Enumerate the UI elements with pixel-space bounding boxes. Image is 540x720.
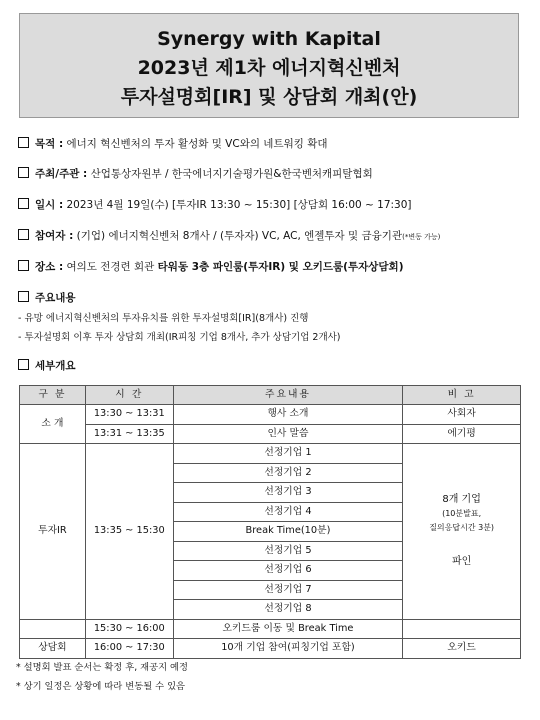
checkbox-icon xyxy=(18,260,29,271)
title-box xyxy=(19,13,519,118)
ir-time: 13:35 ~ 15:30 xyxy=(85,444,173,620)
ir-content-1: 선정기업 1 xyxy=(173,444,403,464)
purpose-label: 목적 : xyxy=(35,138,64,150)
row-time: 13:31 ~ 13:35 xyxy=(85,424,173,444)
ir-note-main: 8개 기업 xyxy=(442,494,481,506)
table-row xyxy=(20,619,521,639)
purpose-text: 에너지 혁신벤처의 투자 활성화 및 VC와의 네트워킹 확대 xyxy=(66,138,328,150)
header-category: 구 분 xyxy=(20,386,86,405)
ir-content-5: Break Time(10분) xyxy=(173,522,403,542)
participants-label: 참여자 : xyxy=(35,230,74,242)
date-text: 2023년 4월 19일(수) [투자IR 13:30 ~ 15:30] [상담회 16:00 ~ 17:30] xyxy=(66,199,412,211)
ir-content-7: 선정기업 6 xyxy=(173,561,403,581)
host-label: 주최/주관 : xyxy=(35,168,88,180)
table-row xyxy=(20,639,521,659)
table-row xyxy=(20,424,521,444)
move-time: 15:30 ~ 16:00 xyxy=(85,619,173,639)
ir-note-room: 파인 xyxy=(451,556,472,568)
ir-note-sub2: 질의응답시간 3분) xyxy=(429,523,495,533)
footnote-1: * 설명회 발표 순서는 확정 후, 재공지 예정 xyxy=(16,662,188,673)
section-participants xyxy=(18,228,440,243)
title-line-1: Synergy with Kapital xyxy=(157,28,381,50)
ir-content-4: 선정기업 4 xyxy=(173,502,403,522)
ir-content-2: 선정기업 2 xyxy=(173,463,403,483)
venue-rooms: 타워동 3층 파인룸(투자IR) 및 오키드룸(투자상담회) xyxy=(157,261,404,273)
checkbox-icon xyxy=(18,198,29,209)
main-label: 주요내용 xyxy=(35,292,76,304)
checkbox-icon xyxy=(18,137,29,148)
venue-label: 장소 : xyxy=(35,261,64,273)
header-content: 주요내용 xyxy=(173,386,403,405)
detail-label: 세부개요 xyxy=(35,360,76,372)
move-category-empty xyxy=(20,619,86,639)
consult-category: 상담회 xyxy=(20,639,86,659)
row-time: 13:30 ~ 13:31 xyxy=(85,405,173,425)
move-note xyxy=(403,619,521,639)
ir-category: 투자IR xyxy=(20,444,86,620)
footnote-2: * 상기 일정은 상황에 따라 변동될 수 있음 xyxy=(16,681,186,692)
section-date xyxy=(18,197,412,212)
section-main xyxy=(18,290,76,305)
ir-content-6: 선정기업 5 xyxy=(173,541,403,561)
consult-time: 16:00 ~ 17:30 xyxy=(85,639,173,659)
main-item-2: - 투자설명회 이후 투자 상담회 개최(IR피칭 기업 8개사, 추가 상담기업 2개사) xyxy=(18,332,341,343)
table-header-row xyxy=(20,386,521,405)
ir-content-3: 선정기업 3 xyxy=(173,483,403,503)
participants-note: (*변동 가능) xyxy=(402,233,441,241)
row-note: 에기평 xyxy=(403,424,521,444)
ir-note-sub1: (10분발표, xyxy=(442,509,482,519)
row-content: 인사 말씀 xyxy=(173,424,403,444)
table-row xyxy=(20,405,521,425)
table-row xyxy=(20,444,521,464)
section-detail xyxy=(18,358,76,373)
participants-text: (기업) 에너지혁신벤처 8개사 / (투자자) VC, AC, 엔젤투자 및 금융기관 xyxy=(76,230,403,242)
header-note: 비 고 xyxy=(403,386,521,405)
move-content: 오키드룸 이동 및 Break Time xyxy=(173,619,403,639)
intro-category: 소 개 xyxy=(20,405,86,444)
venue-text: 여의도 전경련 회관 xyxy=(66,261,155,273)
title-line-2: 2023년 제1차 에너지혁신벤처 xyxy=(137,57,401,79)
header-time: 시 간 xyxy=(85,386,173,405)
section-purpose xyxy=(18,136,328,151)
date-label: 일시 : xyxy=(35,199,64,211)
title-line-3: 투자설명회[IR] 및 상담회 개최(안) xyxy=(120,86,418,108)
main-item-1: - 유망 에너지혁신벤처의 투자유치를 위한 투자설명회[IR](8개사) 진행 xyxy=(18,313,309,324)
checkbox-icon xyxy=(18,167,29,178)
ir-note xyxy=(403,444,521,620)
checkbox-icon xyxy=(18,359,29,370)
section-host xyxy=(18,166,373,181)
row-note: 사회자 xyxy=(403,405,521,425)
row-content: 행사 소개 xyxy=(173,405,403,425)
checkbox-icon xyxy=(18,291,29,302)
section-venue xyxy=(18,259,404,274)
checkbox-icon xyxy=(18,229,29,240)
ir-content-8: 선정기업 7 xyxy=(173,580,403,600)
schedule-table xyxy=(19,385,521,659)
ir-content-9: 선정기업 8 xyxy=(173,600,403,620)
consult-note: 오키드 xyxy=(403,639,521,659)
consult-content: 10개 기업 참여(피칭기업 포함) xyxy=(173,639,403,659)
host-text: 산업통상자원부 / 한국에너지기술평가원&한국벤처캐피탈협회 xyxy=(90,168,373,180)
